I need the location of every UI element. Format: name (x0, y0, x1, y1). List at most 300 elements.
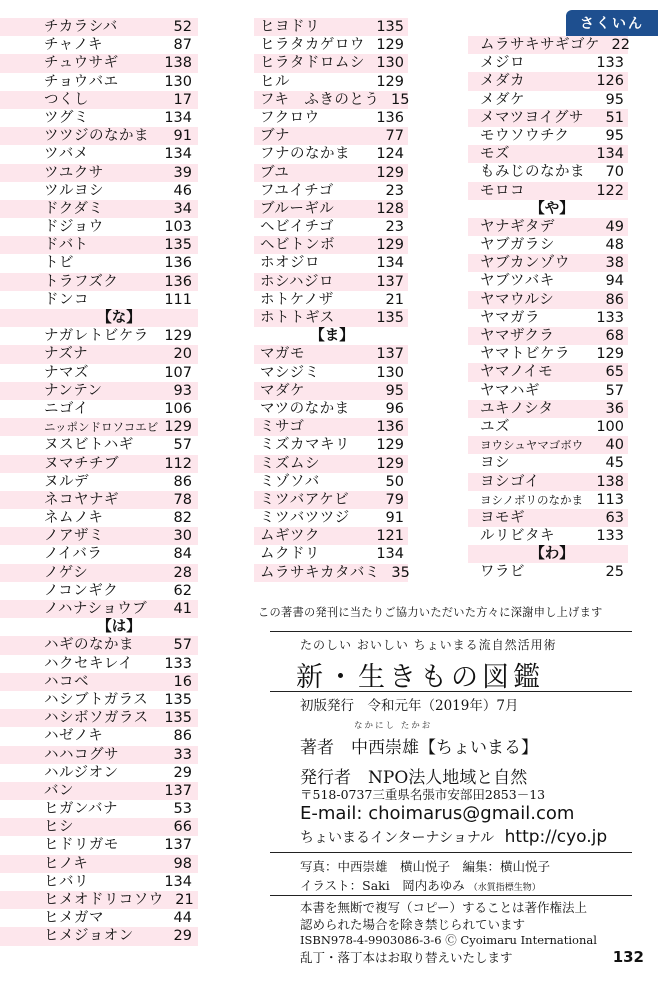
entry-name: ヨモギ (480, 509, 525, 526)
entry-name: ヒメガマ (44, 910, 104, 927)
index-entry (254, 364, 408, 382)
entry-page: 128 (376, 200, 404, 217)
index-entry (468, 254, 628, 272)
entry-page: 91 (173, 128, 192, 145)
index-entry (254, 54, 408, 72)
entry-name: マダケ (260, 382, 305, 399)
entry-name: メマツヨイグサ (480, 109, 584, 126)
index-entry (0, 527, 198, 545)
credits-illust-names: イラスト：Saki 岡内あゆみ (300, 878, 465, 893)
entry-name: ホトケノザ (260, 291, 334, 308)
entry-page: 129 (376, 437, 404, 454)
entry-page: 137 (376, 346, 404, 363)
entry-page: 95 (385, 382, 404, 399)
entry-name: チャノキ (44, 37, 103, 54)
entry-name: ホオジロ (260, 255, 320, 272)
index-entry (0, 218, 198, 236)
section-heading: 【わ】 (468, 545, 628, 563)
entry-name: ツグミ (44, 109, 89, 126)
entry-name: ヌルデ (44, 473, 89, 490)
entry-name: ノハナショウブ (44, 601, 148, 617)
entry-name: ブルーギル (260, 200, 335, 217)
entry-page: 135 (164, 691, 192, 708)
index-entry (0, 545, 198, 563)
entry-page: 29 (173, 928, 192, 945)
index-entry (468, 327, 628, 345)
page-number: 132 (612, 948, 644, 966)
entry-page: 20 (173, 346, 192, 363)
index-entry (0, 200, 198, 218)
entry-name: ハゼノキ (44, 728, 104, 745)
entry-name: ヤナギタデ (480, 218, 555, 235)
entry-page: 16 (173, 673, 192, 690)
index-entry (468, 236, 628, 254)
index-entry (0, 836, 198, 854)
entry-page: 82 (173, 510, 192, 527)
index-entry (0, 291, 198, 309)
section-heading: 【は】 (97, 619, 141, 636)
entry-name: ノゲシ (44, 564, 89, 581)
index-entry (0, 782, 198, 800)
entry-name: ムラサキカタバミ (260, 564, 380, 581)
index-entry (254, 400, 408, 418)
index-column-1 (0, 18, 198, 946)
entry-page: 129 (164, 328, 192, 345)
entry-name: ヌマチチブ (44, 455, 119, 472)
entry-name: ユズ (480, 418, 510, 435)
index-entry (468, 272, 628, 290)
entry-name: ツツジのなかま (44, 128, 149, 145)
entry-page: 62 (173, 582, 192, 599)
index-entry (0, 691, 198, 709)
index-entry (0, 655, 198, 673)
entry-page: 30 (173, 528, 192, 545)
index-entry (468, 182, 628, 200)
index-entry (254, 236, 408, 254)
entry-name: ノアザミ (44, 528, 104, 545)
entry-name: ハハコグサ (44, 746, 119, 763)
entry-name: ヒヨドリ (260, 19, 320, 35)
index-entry (0, 109, 198, 127)
entry-page: 35 (391, 564, 410, 581)
title-rule (270, 691, 632, 692)
entry-page: 130 (376, 55, 404, 72)
index-entry (0, 36, 198, 54)
entry-name: ヤマウルシ (480, 291, 555, 308)
entry-name: ネムノキ (44, 510, 104, 527)
index-entry (468, 473, 628, 491)
index-entry (0, 909, 198, 927)
index-entry (0, 582, 198, 600)
entry-page: 129 (376, 237, 404, 254)
index-entry (254, 309, 408, 327)
entry-page: 133 (596, 528, 624, 545)
entry-page: 48 (605, 237, 624, 254)
entry-name: ニッポンドロソコエビ (44, 420, 159, 435)
index-entry (254, 545, 408, 563)
entry-page: 86 (173, 728, 192, 745)
entry-name: ムクドリ (260, 546, 320, 563)
entry-page: 86 (605, 291, 624, 308)
index-entry (0, 254, 198, 272)
index-entry (0, 18, 198, 36)
entry-page: 17 (173, 91, 192, 108)
entry-page: 126 (596, 73, 624, 90)
entry-name: ドクダミ (44, 200, 104, 217)
index-entry (468, 163, 628, 181)
entry-name: ナンテン (44, 382, 103, 399)
entry-name: ツユクサ (44, 164, 104, 181)
entry-name: ヤマザクラ (480, 328, 555, 344)
index-entry (0, 127, 198, 145)
entry-name: ハクセキレイ (44, 655, 134, 672)
entry-name: ユキノシタ (480, 400, 554, 417)
entry-name: ノイバラ (44, 546, 103, 563)
entry-page: 137 (164, 782, 192, 799)
entry-page: 46 (173, 182, 192, 199)
index-entry (468, 509, 628, 527)
company-name: ちょいまるインターナショナル (300, 830, 495, 846)
entry-page: 134 (376, 255, 404, 272)
entry-name: ハシボソガラス (44, 710, 149, 727)
index-entry (468, 109, 628, 127)
entry-page: 66 (173, 819, 192, 836)
entry-name: ヒメオドリコソウ (44, 892, 164, 908)
credits-rule (270, 852, 632, 853)
entry-name: マシジミ (260, 364, 320, 381)
entry-name: ヤブガラシ (480, 237, 555, 254)
entry-name: フユイチゴ (260, 182, 334, 199)
entry-name: つくし (44, 91, 89, 108)
entry-name: ナガレトビケラ (44, 328, 149, 345)
author-line: 著者 中西崇雄【ちょいまる】 (300, 738, 538, 758)
index-entry (0, 382, 198, 400)
entry-page: 57 (173, 637, 192, 654)
entry-page: 129 (164, 419, 192, 436)
entry-page: 86 (173, 473, 192, 490)
entry-page: 134 (164, 146, 192, 163)
entry-name: ホシハジロ (260, 273, 334, 290)
index-entry (254, 36, 408, 54)
index-entry (0, 473, 198, 491)
entry-name: フキ ふきのとう (260, 91, 380, 108)
index-entry (254, 382, 408, 400)
entry-page: 136 (376, 109, 404, 126)
entry-name: ミズムシ (260, 455, 320, 472)
index-entry (0, 273, 198, 291)
entry-page: 121 (376, 528, 404, 545)
entry-name: ヨシゴイ (480, 473, 540, 490)
entry-name: ヒガンバナ (44, 801, 118, 818)
entry-page: 134 (376, 546, 404, 563)
entry-name: ヤマハギ (480, 382, 540, 399)
index-entry (0, 491, 198, 509)
index-entry (0, 436, 198, 454)
index-entry (254, 273, 408, 291)
index-entry (254, 127, 408, 145)
index-entry (0, 145, 198, 163)
entry-page: 138 (164, 55, 192, 72)
entry-page: 29 (173, 764, 192, 781)
index-entry (0, 364, 198, 382)
entry-page: 135 (164, 237, 192, 254)
entry-page: 112 (164, 455, 192, 472)
index-entry (254, 182, 408, 200)
entry-page: 98 (173, 855, 192, 872)
entry-page: 122 (596, 182, 624, 199)
entry-name: メダケ (480, 91, 525, 108)
index-entry (0, 509, 198, 527)
entry-name: ネコヤナギ (44, 491, 119, 508)
index-entry (0, 673, 198, 691)
index-entry (468, 291, 628, 309)
entry-page: 135 (376, 19, 404, 35)
index-entry (254, 200, 408, 218)
entry-name: ナマズ (44, 364, 89, 381)
entry-page: 103 (164, 219, 192, 236)
entry-page: 22 (611, 37, 630, 53)
index-entry (0, 727, 198, 745)
entry-page: 134 (596, 146, 624, 163)
credits-illust-note: （水質指標生物） (468, 883, 541, 893)
entry-page: 138 (596, 473, 624, 490)
index-entry (254, 491, 408, 509)
entry-name: チカラシバ (44, 19, 118, 35)
index-entry (468, 91, 628, 109)
entry-page: 49 (605, 218, 624, 235)
entry-page: 136 (164, 255, 192, 272)
index-entry (468, 72, 628, 90)
entry-page: 137 (376, 273, 404, 290)
credits-illustration (300, 876, 541, 894)
entry-name: ヤマトビケラ (480, 346, 570, 363)
entry-page: 87 (173, 37, 192, 54)
index-entry (0, 91, 198, 109)
entry-page: 130 (164, 73, 192, 90)
entry-name: ブナ (260, 128, 290, 145)
index-entry (0, 800, 198, 818)
index-entry (0, 636, 198, 654)
entry-name: ヨウシュヤマゴボウ (480, 438, 584, 453)
entry-page: 135 (376, 310, 404, 326)
section-heading: 【や】 (530, 200, 574, 217)
index-entry (468, 382, 628, 400)
entry-page: 25 (605, 564, 624, 581)
entry-name: チョウバエ (44, 73, 119, 90)
entry-page: 57 (605, 382, 624, 399)
entry-name: ムギツク (260, 528, 320, 545)
isbn-line: ISBN978-4-9903086-3-6 Ⓒ Cyoimaru International (300, 933, 597, 947)
entry-page: 84 (173, 546, 192, 563)
entry-name: メダカ (480, 73, 525, 90)
copyright-line-2: 認められた場合を除き禁じられています (300, 917, 526, 932)
entry-page: 129 (596, 346, 624, 363)
entry-name: ワラビ (480, 564, 525, 581)
index-entry (0, 73, 198, 91)
index-entry (254, 218, 408, 236)
index-entry (0, 327, 198, 345)
index-entry (468, 400, 628, 418)
entry-name: ツバメ (44, 146, 89, 163)
entry-name: ヤマガラ (480, 309, 540, 326)
index-entry (254, 564, 408, 582)
entry-name: メジロ (480, 55, 525, 72)
entry-page: 36 (605, 400, 624, 417)
index-tab: さくいん (566, 10, 658, 36)
index-entry (254, 73, 408, 91)
entry-page: 70 (605, 164, 624, 181)
entry-page: 93 (173, 382, 192, 399)
colophon-top-rule (270, 631, 632, 632)
index-entry (468, 345, 628, 363)
entry-name: ヒシ (44, 819, 74, 836)
index-entry (0, 54, 198, 72)
index-entry (254, 436, 408, 454)
entry-page: 38 (605, 255, 624, 272)
entry-name: ヌスビトハギ (44, 437, 134, 454)
section-heading: 【ま】 (310, 328, 354, 345)
entry-name: トビ (44, 255, 74, 272)
entry-name: ヘビトンボ (260, 237, 335, 254)
index-column-3 (468, 36, 628, 582)
index-entry (468, 363, 628, 381)
entry-page: 129 (376, 73, 404, 90)
entry-name: トラフズク (44, 273, 119, 290)
entry-page: 40 (605, 437, 624, 454)
entry-page: 111 (164, 291, 192, 308)
entry-page: 134 (164, 873, 192, 890)
acknowledgement-text: この著書の発刊に当たりご協力いただいた方々に深謝申し上げます (258, 606, 603, 619)
index-entry (0, 709, 198, 727)
index-entry (0, 400, 198, 418)
index-entry (0, 746, 198, 764)
copyright-rule (270, 895, 632, 896)
index-entry (0, 818, 198, 836)
entry-name: モウソウチク (480, 127, 570, 144)
author-ruby: なかにし たかお (354, 721, 433, 731)
entry-page: 134 (164, 109, 192, 126)
index-entry (254, 473, 408, 491)
entry-name: ヒドリガモ (44, 837, 119, 854)
entry-name: ヤブカンゾウ (480, 255, 570, 272)
entry-page: 133 (164, 655, 192, 672)
section-heading: 【な】 (0, 309, 198, 327)
index-entry (0, 600, 198, 618)
index-entry (468, 454, 628, 472)
entry-page: 34 (173, 200, 192, 217)
entry-name: ミツバツツジ (260, 510, 350, 527)
entry-name: ヒメジョオン (44, 928, 134, 945)
entry-name: マツのなかま (260, 400, 350, 417)
email-line: E-mail: choimarus@gmail.com (300, 803, 575, 824)
index-entry (0, 764, 198, 782)
entry-page: 39 (173, 164, 192, 181)
entry-name: ヤブツバキ (480, 273, 555, 290)
index-entry (254, 291, 408, 309)
index-entry (468, 145, 628, 163)
entry-page: 23 (385, 219, 404, 236)
entry-name: もみじのなかま (480, 164, 585, 181)
index-entry (254, 91, 408, 109)
entry-name: ミツバアケビ (260, 491, 350, 508)
entry-page: 133 (596, 309, 624, 326)
index-entry (0, 182, 198, 200)
entry-page: 129 (376, 455, 404, 472)
entry-page: 136 (164, 273, 192, 290)
entry-name: ルリビタキ (480, 528, 555, 545)
index-entry (468, 54, 628, 72)
entry-name: ドバト (44, 237, 89, 254)
index-entry (468, 127, 628, 145)
index-entry (0, 873, 198, 891)
entry-page: 91 (385, 510, 404, 527)
entry-page: 21 (385, 291, 404, 308)
entry-page: 45 (605, 455, 624, 472)
book-title: 新・生きもの図鑑 (296, 662, 544, 693)
index-entry (0, 236, 198, 254)
entry-name: ミサゴ (260, 419, 305, 436)
index-entry (254, 345, 408, 363)
entry-name: ツルヨシ (44, 182, 104, 199)
entry-page: 136 (376, 419, 404, 436)
index-entry (468, 309, 628, 327)
index-entry (468, 527, 628, 545)
entry-page: 23 (385, 182, 404, 199)
entry-name: ノコンギク (44, 582, 119, 599)
entry-name: フクロウ (260, 109, 320, 126)
index-entry (0, 164, 198, 182)
entry-page: 106 (164, 400, 192, 417)
entry-page: 135 (164, 710, 192, 727)
publisher-line: 発行者 NPO法人地域と自然 (300, 768, 528, 788)
index-column-2 (254, 18, 408, 582)
index-entry (0, 345, 198, 363)
entry-page: 94 (605, 273, 624, 290)
entry-name: モズ (480, 146, 510, 163)
index-entry (254, 254, 408, 272)
entry-page: 129 (376, 164, 404, 181)
index-entry (468, 436, 628, 454)
entry-page: 95 (605, 91, 624, 108)
entry-page: 52 (173, 19, 192, 35)
index-entry (468, 36, 628, 54)
entry-page: 68 (605, 328, 624, 344)
entry-page: 63 (605, 509, 624, 526)
index-entry (254, 18, 408, 36)
index-entry (0, 891, 198, 909)
entry-name: モロコ (480, 182, 525, 199)
entry-page: 44 (173, 910, 192, 927)
entry-name: ハコベ (44, 673, 89, 690)
entry-page: 28 (173, 564, 192, 581)
copyright-line-1: 本書を無断で複写（コピー）することは著作権法上 (300, 900, 588, 915)
entry-name: ドジョウ (44, 219, 104, 236)
index-entry (468, 418, 628, 436)
entry-name: ヤマノイモ (480, 364, 554, 381)
entry-name: ハギのなかま (44, 637, 134, 654)
edition-line: 初版発行 令和元年（2019年）7月 (300, 698, 519, 714)
company-line (300, 827, 607, 847)
entry-name: ドンコ (44, 291, 89, 308)
catchphrase: たのしい おいしい ちょいまる流自然活用術 (300, 638, 557, 652)
index-entry (254, 509, 408, 527)
entry-name: ミズカマキリ (260, 437, 350, 454)
entry-name: ヨシ (480, 455, 510, 472)
entry-name: ヘビイチゴ (260, 219, 334, 236)
entry-page: 77 (385, 128, 404, 145)
entry-page: 113 (596, 491, 624, 508)
entry-name: ハシブトガラス (44, 691, 149, 708)
